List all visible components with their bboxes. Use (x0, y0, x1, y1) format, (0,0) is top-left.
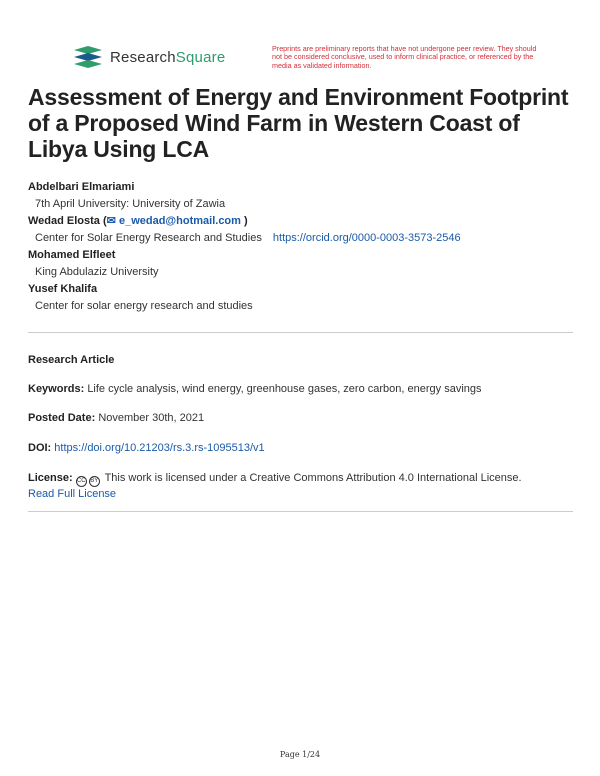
orcid-link[interactable]: https://orcid.org/0000-0003-3573-2546 (272, 232, 461, 244)
section-divider (28, 332, 573, 333)
research-square-logo[interactable] (74, 46, 225, 68)
doi-label: DOI: (28, 442, 52, 454)
author-name: Yusef Khalifa (28, 283, 98, 295)
author-affiliation: King Abdulaziz University (35, 266, 159, 278)
author-affiliation: 7th April University: University of Zawia (35, 198, 226, 210)
author-affiliation: Center for solar energy research and studies (35, 300, 253, 312)
keywords-value: Life cycle analysis, wind energy, greenhouse gases, zero carbon, energy savings (87, 383, 482, 395)
section-divider (28, 511, 573, 512)
read-full-license-link[interactable]: Read Full License (28, 488, 117, 500)
attribution-icon[interactable]: BY (89, 476, 100, 487)
doi-link[interactable]: https://doi.org/10.21203/rs.3.rs-1095513/v1 (54, 442, 265, 454)
posted-date-label: Posted Date: (28, 412, 96, 424)
keywords-label: Keywords: (28, 383, 85, 395)
affiliation-text: Center for Solar Energy Research and Studies (35, 232, 262, 244)
author-name: Abdelbari Elmariami (28, 181, 135, 193)
author-affiliation (28, 231, 588, 245)
posted-date-value: November 30th, 2021 (98, 412, 205, 424)
logo-wordmark: ResearchSquare (110, 48, 226, 66)
creative-commons-icon[interactable]: CC (76, 476, 87, 487)
email-icon: ✉ (106, 215, 116, 227)
license-row (28, 471, 578, 501)
author-name: Mohamed Elfleet (28, 249, 116, 261)
posted-date-row (28, 411, 578, 425)
author-email-link[interactable]: e_wedad@hotmail.com (118, 215, 241, 227)
article-type: Research Article (28, 354, 115, 366)
author-name-corresponding: Wedad Elosta (✉ e_wedad@hotmail.com ) (28, 215, 248, 227)
license-label: License: (28, 472, 73, 484)
license-text: This work is licensed under a Creative Commons Attribution 4.0 International License. (104, 472, 522, 484)
author-list (28, 180, 588, 313)
author-name-text: Wedad Elosta (28, 215, 100, 227)
research-square-logo-icon (74, 46, 102, 68)
doi-row (28, 441, 578, 455)
page-number: Page 1/24 (279, 750, 321, 759)
preprint-disclaimer: Preprints are preliminary reports that have not undergone peer review. They should not be considered conclusive, used to inform clinical practice, or referenced by the media as validated information. (272, 44, 537, 70)
keywords-row (28, 382, 578, 396)
paper-title: Assessment of Energy and Environment Footprint of a Proposed Wind Farm in Western Coast of Libya Using LCA (28, 84, 569, 162)
